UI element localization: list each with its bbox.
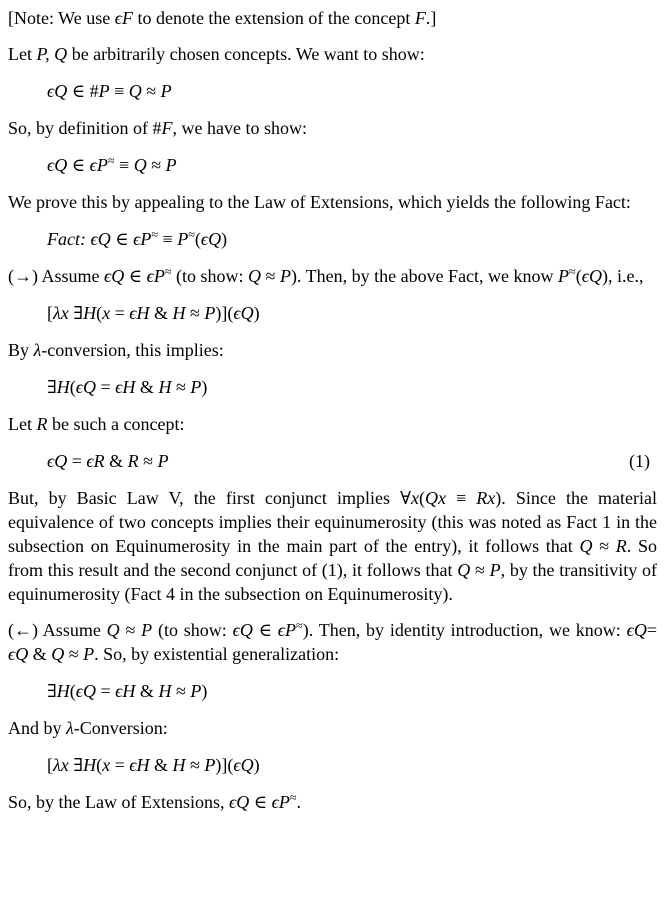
math-segment: λ — [66, 718, 74, 738]
equation-number: (1) — [629, 451, 650, 471]
math-segment: ϵP — [271, 792, 290, 812]
math-segment: Q — [133, 155, 147, 175]
text-segment: , by the transitivity of equinumerosity (Fact 4 in the subsection on Equinumerosity). — [8, 560, 657, 604]
math-segment: P — [489, 560, 501, 580]
text-segment: . So, by existential generalization: — [94, 644, 340, 664]
text-segment: ≡ — [445, 488, 477, 508]
text-segment: ) — [253, 755, 260, 775]
math-segment: P — [157, 451, 169, 471]
math-segment: P — [177, 229, 189, 249]
math-segment: H — [83, 303, 97, 323]
math-segment: ϵR — [86, 451, 105, 471]
math-segment: ϵQ — [47, 451, 68, 471]
math-segment: ϵH — [129, 755, 150, 775]
math-segment: P — [83, 644, 95, 664]
superscript-segment: ≈ — [151, 227, 159, 242]
math-segment: R — [127, 451, 139, 471]
math-segment: ϵP — [277, 620, 297, 640]
text-segment: ) — [253, 303, 260, 323]
conclusion-paragraph — [8, 790, 657, 814]
text-segment: ≈ — [185, 303, 205, 323]
math-segment: ϵQ — [47, 81, 68, 101]
text-segment: .] — [425, 8, 437, 28]
text-segment: ∈ — [110, 229, 134, 249]
text-segment: ) — [201, 377, 208, 397]
math-segment: F — [414, 8, 426, 28]
text-segment: = — [646, 620, 657, 640]
text-segment: ( — [418, 488, 425, 508]
text-segment: ( — [194, 229, 201, 249]
text-segment: )]( — [215, 303, 234, 323]
math-segment: P — [190, 377, 202, 397]
text-segment: & — [149, 755, 173, 775]
existential-formula-2 — [8, 679, 657, 703]
formula-body — [47, 679, 207, 703]
math-segment: F — [161, 118, 173, 138]
unfolded-goal-formula — [8, 153, 657, 177]
text-segment: We prove this by appealing to the Law of Extensions, which yields the following Fact: — [8, 192, 631, 212]
math-segment: Q — [106, 620, 120, 640]
text-segment: be such a concept: — [47, 414, 185, 434]
math-segment: P — [204, 755, 216, 775]
text-segment: ), i.e., — [602, 266, 644, 286]
text-segment: ∃ — [47, 681, 57, 701]
text-segment: ). Then, by the above Fact, we know — [290, 266, 559, 286]
math-segment: ϵP — [89, 155, 108, 175]
text-segment: = — [96, 377, 116, 397]
text-segment: to denote the extension of the concept — [132, 8, 415, 28]
lambda-predication-formula — [8, 301, 657, 325]
text-segment: ∃ — [47, 377, 57, 397]
math-segment: ϵQ — [581, 266, 603, 286]
law-of-extensions-paragraph — [8, 190, 657, 214]
text-segment: & — [104, 451, 128, 471]
math-segment: ϵH — [115, 681, 136, 701]
math-segment: Q — [128, 81, 142, 101]
math-segment: H — [83, 755, 97, 775]
text-segment: ( — [69, 681, 76, 701]
text-segment: ≡ — [114, 155, 134, 175]
math-segment: P — [141, 620, 153, 640]
text-segment: ≈ — [185, 755, 205, 775]
text-segment: -Conversion: — [73, 718, 168, 738]
intro-paragraph — [8, 42, 657, 66]
text-segment: & — [149, 303, 173, 323]
text-segment: So, by the Law of Extensions, — [8, 792, 229, 812]
text-segment: ∈ — [67, 155, 90, 175]
text-segment: [ — [47, 303, 53, 323]
text-segment: . — [296, 792, 302, 812]
text-segment: ) — [201, 681, 208, 701]
text-segment: And by — [8, 718, 66, 738]
basic-law-v-paragraph — [8, 486, 657, 606]
math-segment: λ — [33, 340, 42, 360]
math-segment: ϵQ — [233, 755, 254, 775]
math-segment: P, Q — [36, 44, 68, 64]
text-segment: ( — [96, 755, 103, 775]
math-segment: λx — [53, 755, 69, 775]
formula-body — [47, 449, 169, 473]
formula-body — [47, 153, 177, 177]
math-segment: ϵQ — [90, 229, 111, 249]
math-segment: H — [56, 377, 70, 397]
math-segment: ϵQ — [200, 229, 222, 249]
superscript-segment: ≈ — [289, 790, 297, 805]
text-segment: ∈ — [249, 792, 272, 812]
text-segment: ∈ — [252, 620, 278, 640]
math-segment: ϵH — [129, 303, 150, 323]
text-segment: ( — [69, 377, 76, 397]
text-segment: ) — [221, 229, 228, 249]
math-segment: Q — [579, 536, 593, 556]
math-segment: P — [558, 266, 570, 286]
text-segment: ≈ — [592, 536, 616, 556]
math-segment: P — [204, 303, 216, 323]
math-segment: ϵP — [133, 229, 152, 249]
superscript-segment: ≈ — [188, 227, 195, 242]
text-segment: , we have to show: — [172, 118, 307, 138]
text-segment: ≈ — [470, 560, 490, 580]
lambda-predication-formula-2 — [8, 753, 657, 777]
formula-body — [47, 375, 207, 399]
text-segment: By — [8, 340, 34, 360]
math-segment: H — [158, 377, 172, 397]
math-segment: x — [102, 303, 111, 323]
math-segment: H — [56, 681, 70, 701]
text-segment: ). Then, by identity introduction, we know: — [302, 620, 627, 640]
existential-formula — [8, 375, 657, 399]
math-segment: ϵH — [115, 377, 136, 397]
text-segment: & — [28, 644, 52, 664]
text-segment: ∈ — [124, 266, 147, 286]
math-segment: H — [172, 303, 186, 323]
text-segment: [ — [47, 755, 53, 775]
text-segment: (←) Assume — [8, 620, 107, 640]
lambda-conversion-2-paragraph — [8, 716, 657, 740]
math-segment: Q — [51, 644, 65, 664]
formula-body — [47, 301, 260, 325]
math-segment: ϵQ — [228, 792, 250, 812]
math-segment: ϵQ — [75, 377, 97, 397]
math-segment: P — [98, 81, 110, 101]
math-segment: x — [410, 488, 419, 508]
math-segment: P — [160, 81, 172, 101]
math-segment: P — [165, 155, 177, 175]
text-segment: So, by definition of # — [8, 118, 162, 138]
math-segment: Q — [457, 560, 471, 580]
math-segment: ϵQ — [47, 155, 68, 175]
math-segment: ϵP — [146, 266, 165, 286]
text-segment: & — [135, 681, 159, 701]
math-segment: ϵQ — [233, 303, 254, 323]
fact-formula — [8, 227, 657, 251]
text-segment: (→) Assume — [8, 266, 104, 286]
text-segment: be arbitrarily chosen concepts. We want to show: — [67, 44, 425, 64]
goal-formula — [8, 79, 657, 103]
math-segment: ϵQ — [232, 620, 253, 640]
text-segment: )]( — [215, 755, 234, 775]
math-segment: Q — [248, 266, 262, 286]
math-segment: H — [172, 755, 186, 775]
text-segment: ( — [575, 266, 582, 286]
superscript-segment: ≈ — [164, 264, 172, 279]
text-segment: ∃ — [68, 755, 84, 775]
formula-body — [47, 79, 172, 103]
text-segment: ≈ — [146, 155, 166, 175]
backward-direction-paragraph — [8, 618, 657, 666]
let-r-paragraph — [8, 412, 657, 436]
math-segment: ϵQ — [8, 644, 29, 664]
text-segment: ≈ — [119, 620, 142, 640]
text-segment: But, by Basic Law V, the first conjunct implies ∀ — [8, 488, 411, 508]
math-segment: P — [190, 681, 202, 701]
text-segment: ≡ — [109, 81, 129, 101]
math-segment: P — [279, 266, 291, 286]
text-segment: ∃ — [68, 303, 84, 323]
text-segment: (to show: — [171, 266, 249, 286]
text-segment: Let — [8, 414, 37, 434]
text-segment: ≈ — [141, 81, 161, 101]
lambda-conversion-paragraph — [8, 338, 657, 362]
superscript-segment: ≈ — [296, 618, 303, 633]
math-segment: x — [102, 755, 111, 775]
text-segment: = — [96, 681, 116, 701]
math-segment: λx — [53, 303, 69, 323]
definition-paragraph — [8, 116, 657, 140]
math-segment: Fact: — [47, 229, 91, 249]
superscript-segment: ≈ — [107, 153, 115, 168]
text-segment: [Note: We use — [8, 8, 115, 28]
text-segment: . So from this result and the second conjunct of (1), it follows that — [8, 536, 657, 580]
math-segment: ϵQ — [104, 266, 125, 286]
text-segment: ( — [96, 303, 103, 323]
text-segment: ≈ — [138, 451, 158, 471]
math-segment: Qx — [424, 488, 446, 508]
text-segment: ≈ — [171, 377, 191, 397]
formula-body — [47, 753, 260, 777]
text-segment: = — [110, 755, 130, 775]
text-segment: Let — [8, 44, 37, 64]
text-segment: ∈ # — [67, 81, 99, 101]
math-segment: ϵQ — [75, 681, 97, 701]
math-segment: H — [158, 681, 172, 701]
text-segment: ≈ — [261, 266, 280, 286]
math-segment: ϵF — [114, 8, 133, 28]
text-segment: ≡ — [158, 229, 178, 249]
text-segment: = — [67, 451, 87, 471]
numbered-formula-1 — [8, 449, 657, 473]
text-segment: ≈ — [171, 681, 191, 701]
math-segment: R — [36, 414, 48, 434]
math-segment: ϵQ — [626, 620, 647, 640]
forward-direction-paragraph — [8, 264, 657, 288]
text-segment: (to show: — [152, 620, 233, 640]
formula-body — [47, 227, 227, 251]
math-segment: Rx — [476, 488, 496, 508]
math-segment: R — [615, 536, 627, 556]
superscript-segment: ≈ — [569, 264, 576, 279]
text-segment: -conversion, this implies: — [41, 340, 224, 360]
note-paragraph — [8, 6, 657, 30]
text-segment: & — [135, 377, 159, 397]
text-segment: ≈ — [64, 644, 84, 664]
text-segment: ). Since the material equivalence of two concepts implies their equinumerosity (this was noted as Fact 1 in the subsection on Equinumerosity in the main part of the entry), it follows that — [8, 488, 657, 556]
text-segment: = — [110, 303, 130, 323]
